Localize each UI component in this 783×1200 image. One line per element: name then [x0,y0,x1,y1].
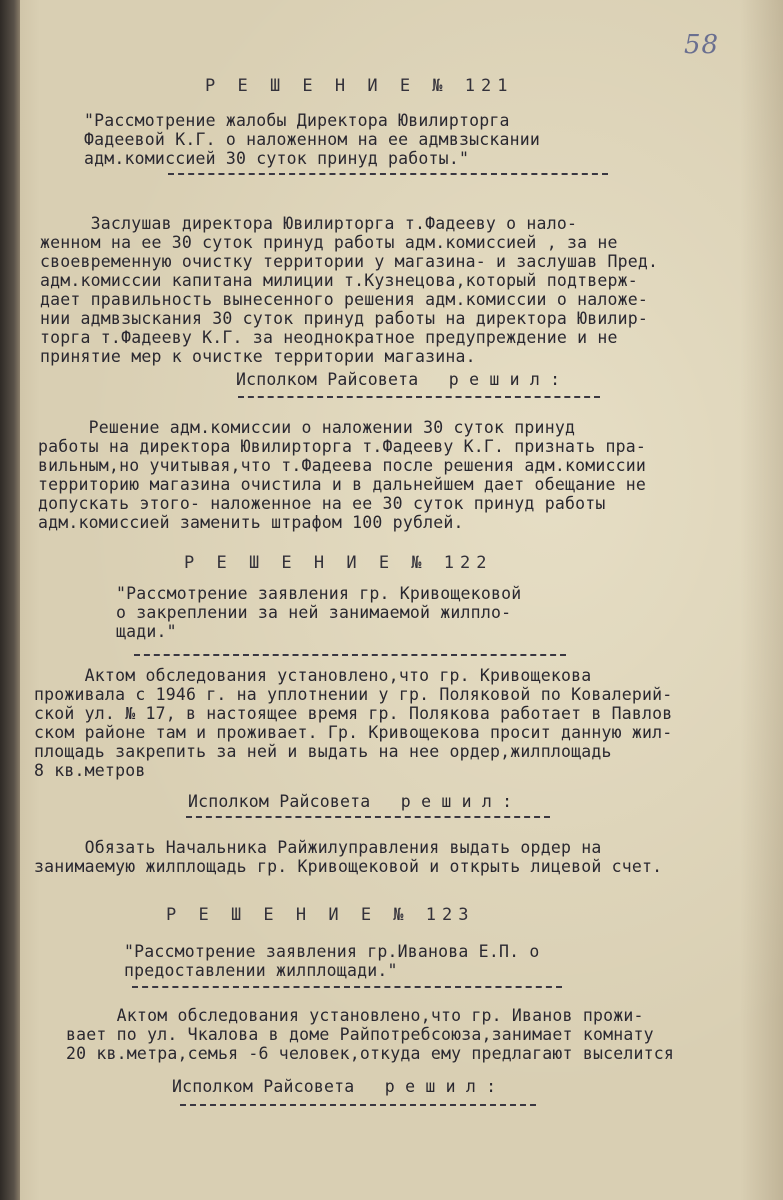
decision-123-body: Актом обследования установлено,что гр. Иванов прожи- вает по ул. Чкалова в доме Райпотребсоюза,занимает комнату 20 кв.метра,семья -6 человек,откуда ему предлагают выселится [66,1006,675,1063]
decision-121-title-rule [168,173,608,175]
decision-123-title-rule [132,986,562,988]
decision-123-resolution-label: Исполком Райсовета р е ш и л : [172,1077,497,1096]
decision-121-body: Заслушав директора Ювилирторга т.Фадееву о нало- женном на ее 30 суток принуд работы адм.комиссией , за не своевременную очистку территории у магазина- и заслушав Пред. адм.комиссии капитана милиции т.Кузнецова,который подтверж- дает правильность вынесенного решения адм.комиссии о наложе- нии адмвзыскания 30 суток принуд работы на директора Ювилир- торга т.Фадееву К.Г. за неоднократное предупреждение и не принятие мер к очистке территории магазина. [40,214,659,366]
decision-121-heading: Р Е Ш Е Н И Е № 121 [205,76,514,96]
decision-122-title-rule [134,654,566,656]
decision-123-title: "Рассмотрение заявления гр.Иванова Е.П. о предоставлении жилплощади." [124,942,540,980]
decision-121-resolution: Решение адм.комиссии о наложении 30 суток принуд работы на директора Ювилирторга т.Фадееву К.Г. признать пра- вильным,но учитывая,что т.Фадеева после решения адм.комиссии территорию магазина очистила и в дальнейшем дает обещание не допускать этого- наложенное на ее 30 суток принуд работы адм.комиссией заменить штрафом 100 рублей. [38,418,647,532]
page-binding-shadow [0,0,20,1200]
decision-121-resolution-label: Исполком Райсовета р е ш и л : [236,370,561,389]
decision-121-resolution-rule [238,396,600,398]
decision-122-resolution-rule [186,816,550,818]
decision-122-title: "Рассмотрение заявления гр. Кривощековой о закреплении за ней занимаемой жилпло- щади." [116,584,522,641]
decision-123-resolution-rule [180,1104,536,1106]
decision-122-body: Актом обследования установлено,что гр. Кривощекова проживала с 1946 г. на уплотнении у гр. Поляковой по Ковалерий- ской ул. № 17, в настоящее время гр. Полякова работает в Павлов ском районе там и проживает. Гр. Кривощекова просит данную жил- площадь закрепить за ней и выдать на нее ордер,жилплощадь 8 кв.метров [34,666,673,780]
decision-123-heading: Р Е Ш Е Н И Е № 123 [166,905,475,925]
decision-121-title: "Рассмотрение жалобы Директора Ювилирторга Фадеевой К.Г. о наложенном на ее адмвзыскании адм.комиссией 30 суток принуд работы." [84,111,541,168]
decision-122-resolution: Обязать Начальника Райжилуправления выдать ордер на занимаемую жилплощадь гр. Кривощековой и открыть лицевой счет. [34,838,663,876]
decision-122-heading: Р Е Ш Е Н И Е № 122 [184,553,493,573]
decision-122-resolution-label: Исполком Райсовета р е ш и л : [188,792,513,811]
page-number: 58 [684,30,720,60]
